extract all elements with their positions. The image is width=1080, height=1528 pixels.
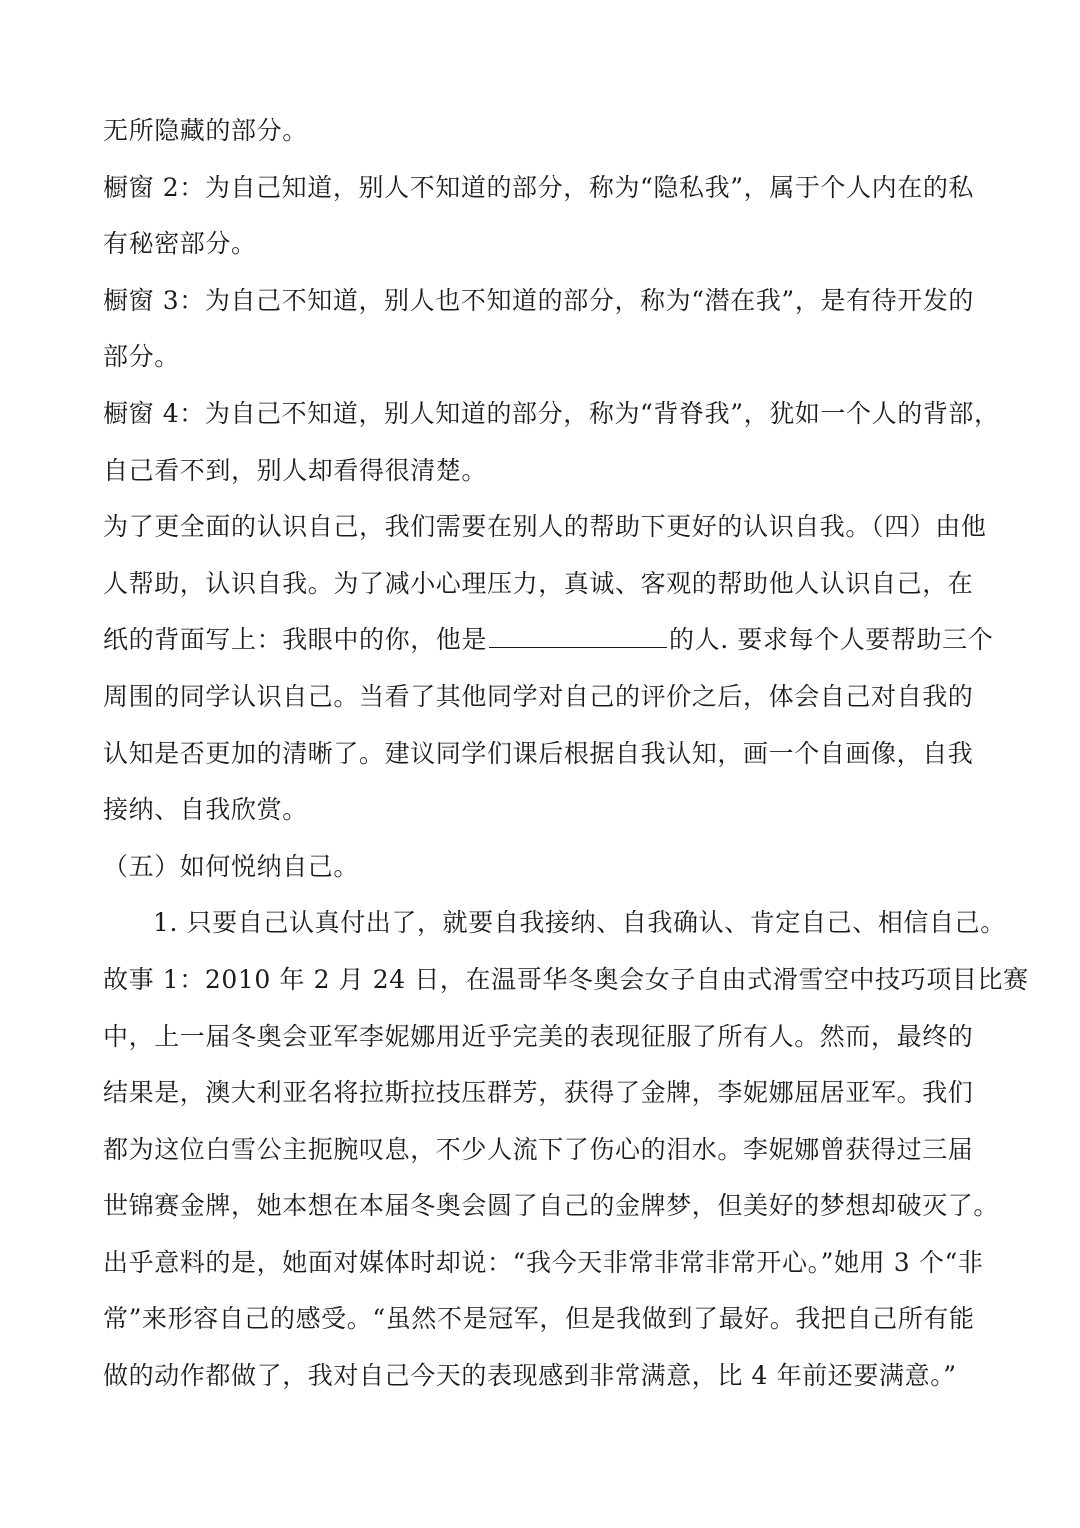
text-line: 部分。 xyxy=(103,342,180,372)
text-line: 橱窗 2：为自己知道，别人不知道的部分，称为“隐私我”，属于个人内在的私 xyxy=(103,172,975,202)
fill-in-blank[interactable] xyxy=(489,625,667,648)
text-line: 自己看不到，别人却看得很清楚。 xyxy=(103,455,488,485)
text-line: 世锦赛金牌，她本想在本届冬奥会圆了自己的金牌梦，但美好的梦想却破灭了。 xyxy=(103,1191,1000,1221)
text-line: 故事 1：2010 年 2 月 24 日，在温哥华冬奥会女子自由式滑雪空中技巧项目比赛 xyxy=(103,964,1029,994)
numbered-item: 1. 只要自己认真付出了，就要自我接纳、自我确认、肯定自己、相信自己。 xyxy=(153,908,1006,938)
blank-prefix-text: 纸的背面写上：我眼中的你，他是 xyxy=(103,625,488,655)
document-page xyxy=(103,103,1029,1405)
text-line: 橱窗 4：为自己不知道，别人知道的部分，称为“背脊我”，犹如一个人的背部， xyxy=(103,398,1000,428)
text-line: 出乎意料的是，她面对媒体时却说：“我今天非常非常非常开心。”她用 3 个“非 xyxy=(103,1247,984,1277)
text-line: 做的动作都做了，我对自己今天的表现感到非常满意，比 4 年前还要满意。” xyxy=(103,1361,957,1391)
text-line: 常”来形容自己的感受。“虽然不是冠军，但是我做到了最好。我把自己所有能 xyxy=(103,1304,975,1334)
fill-in-blank-line xyxy=(103,612,994,669)
text-line: 人帮助，认识自我。为了减小心理压力，真诚、客观的帮助他人认识自己，在 xyxy=(103,568,974,598)
text-line: 结果是，澳大利亚名将拉斯拉技压群芳，获得了金牌，李妮娜屈居亚军。我们 xyxy=(103,1078,974,1108)
text-line: 无所隐藏的部分。 xyxy=(103,116,308,145)
text-line: 接纳、自我欣赏。 xyxy=(103,795,308,825)
text-line: 有秘密部分。 xyxy=(103,229,257,259)
blank-suffix-text: 的人. 要求每个人要帮助三个 xyxy=(669,625,994,655)
text-line: 中，上一届冬奥会亚军李妮娜用近乎完美的表现征服了所有人。然而，最终的 xyxy=(103,1021,974,1051)
text-line: 为了更全面的认识自己，我们需要在别人的帮助下更好的认识自我。（四）由他 xyxy=(103,512,987,542)
text-line: 周围的同学认识自己。当看了其他同学对自己的评价之后，体会自己对自我的 xyxy=(103,681,974,711)
text-line: 橱窗 3：为自己不知道，别人也不知道的部分，称为“潜在我”，是有待开发的 xyxy=(103,285,975,315)
text-line: 都为这位白雪公主扼腕叹息，不少人流下了伤心的泪水。李妮娜曾获得过三届 xyxy=(103,1134,974,1164)
text-line: 认知是否更加的清晰了。建议同学们课后根据自我认知，画一个自画像，自我 xyxy=(103,738,974,768)
section-heading: （五）如何悦纳自己。 xyxy=(103,851,360,881)
